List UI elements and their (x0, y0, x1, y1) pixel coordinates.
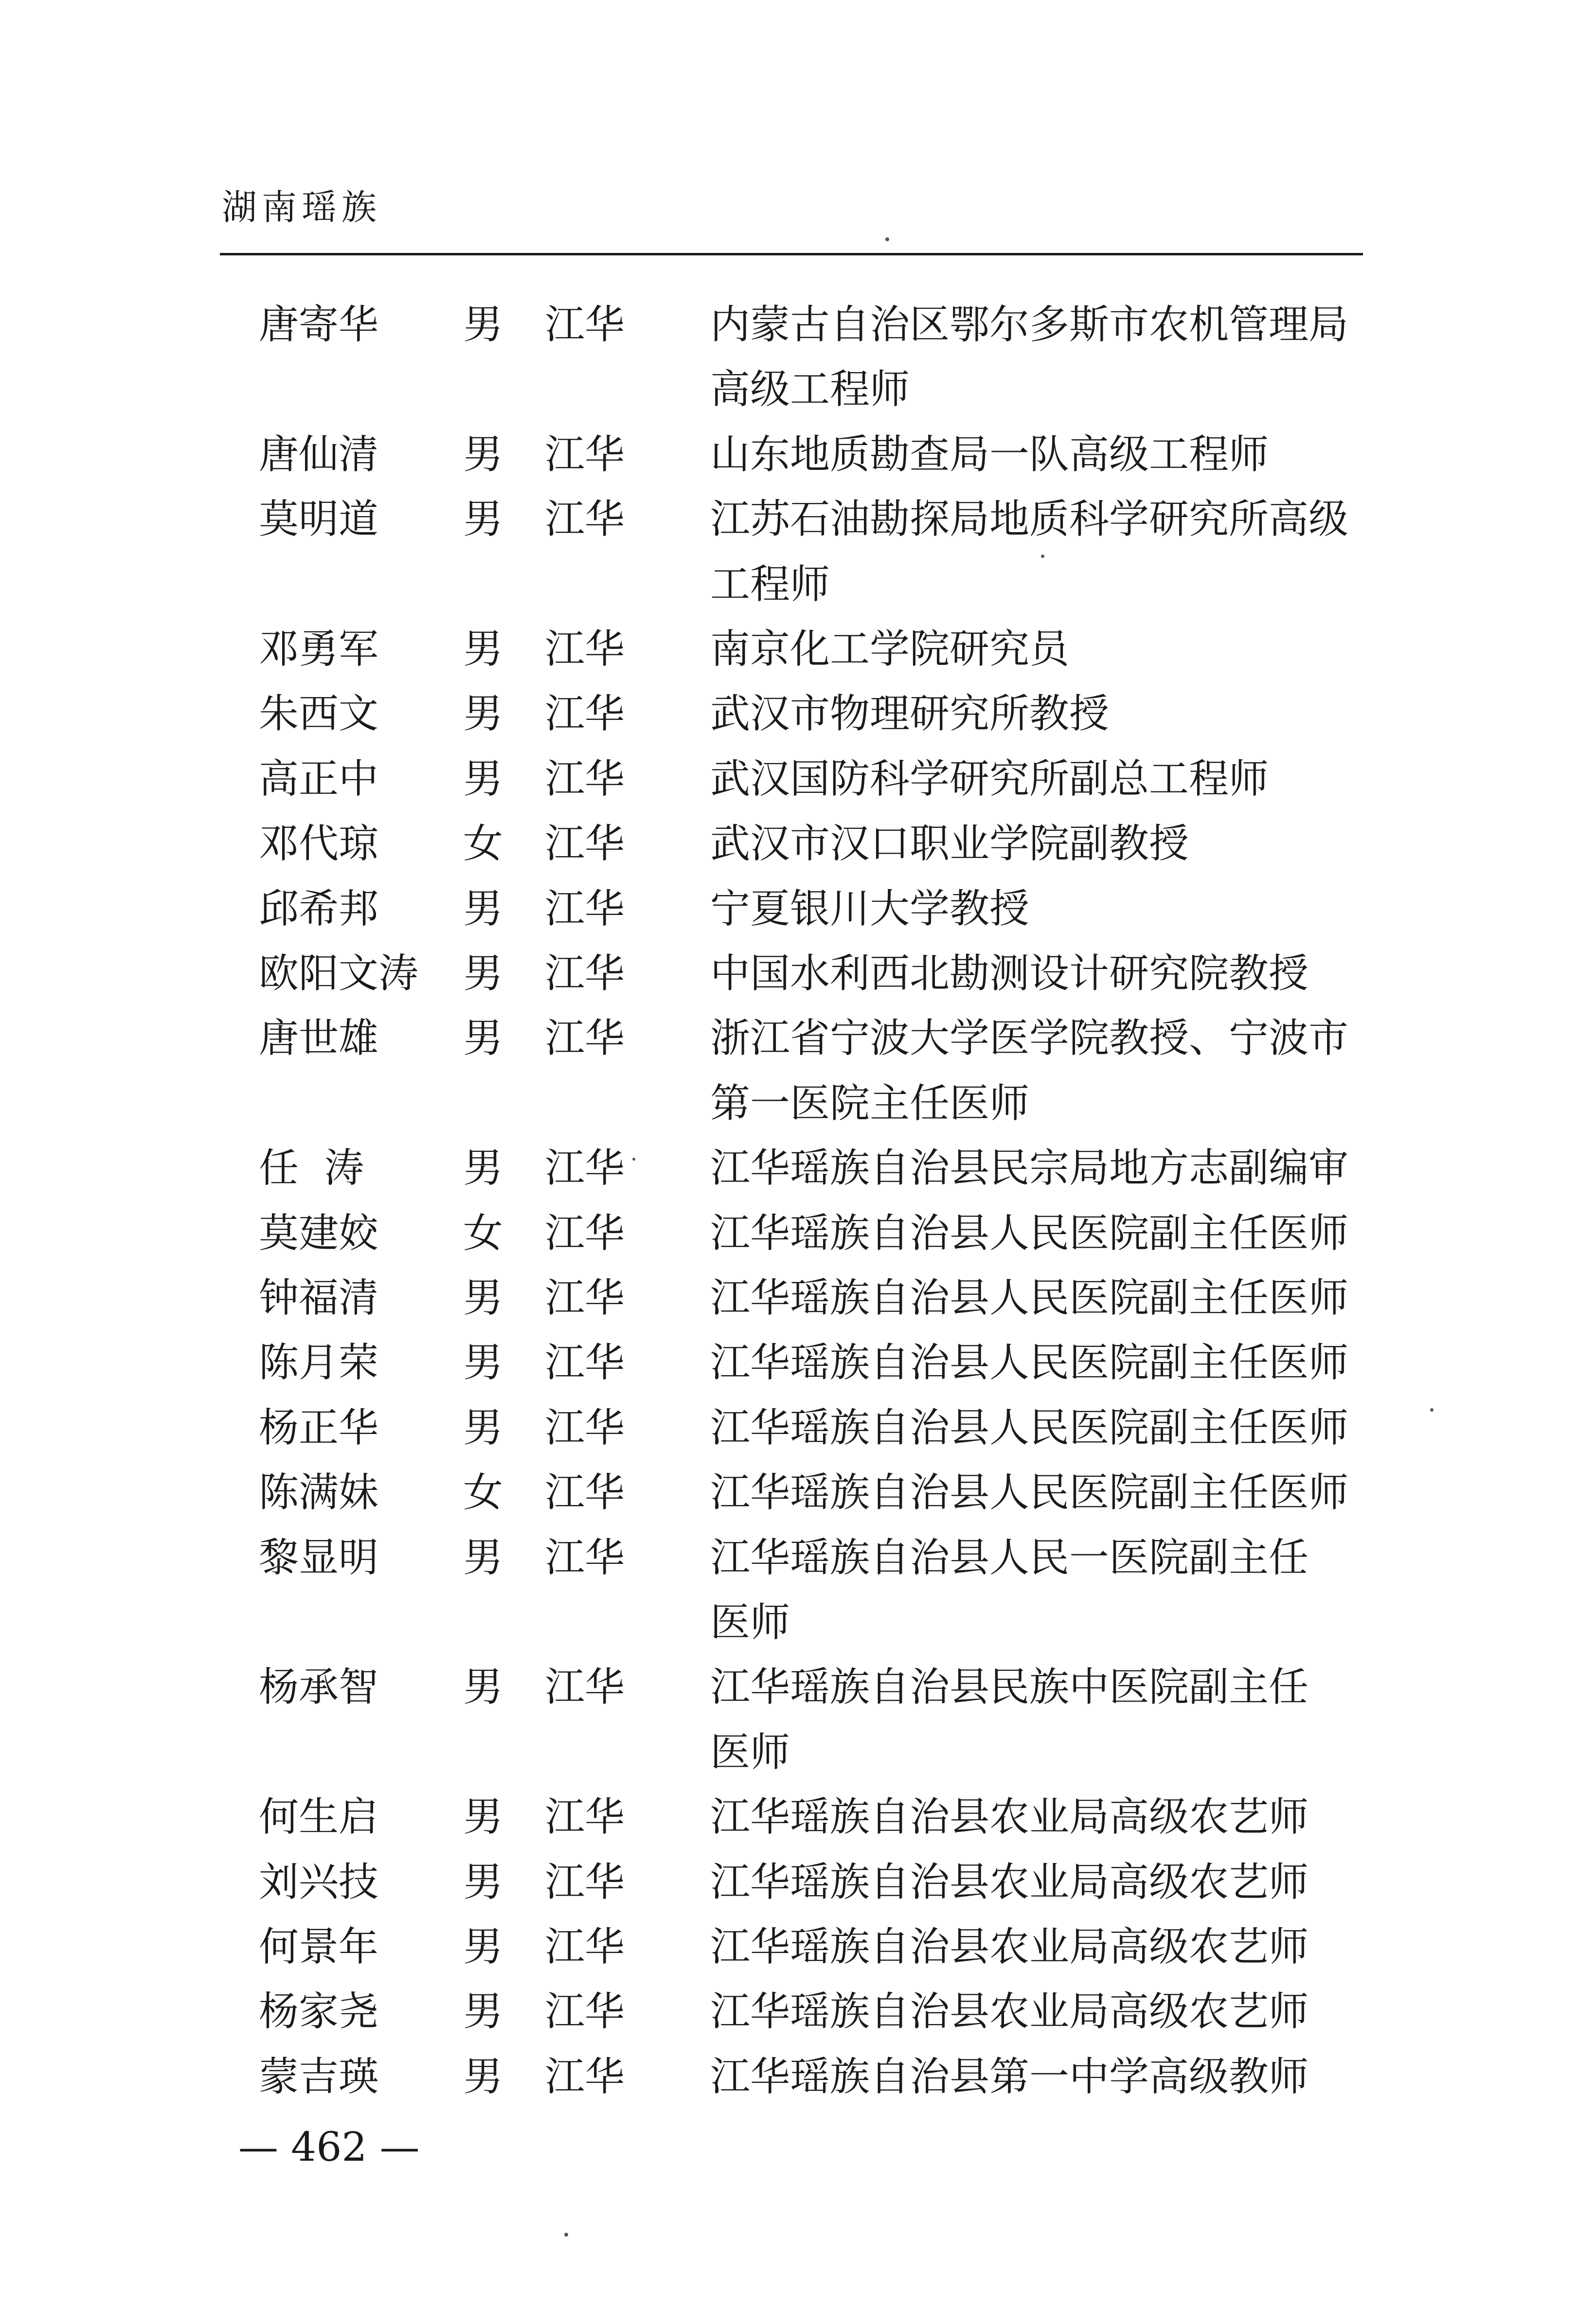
person-title: 第一医院主任医师 (710, 1080, 1030, 1127)
person-name: 高正中 (259, 755, 379, 802)
person-title: 江华瑶族自治县民族中医院副主任 (710, 1664, 1309, 1711)
list-item (0, 428, 1596, 482)
person-origin: 江华 (545, 755, 625, 802)
person-origin: 江华 (545, 1534, 625, 1581)
list-item (0, 1985, 1596, 2039)
person-title: 医师 (710, 1729, 790, 1775)
person-origin: 江华 (545, 1404, 625, 1451)
person-origin: 江华 (545, 1664, 625, 1711)
person-title: 工程师 (710, 561, 830, 608)
person-gender: 男 (463, 1404, 503, 1451)
person-name: 朱西文 (259, 691, 379, 737)
running-header-title: 湖南瑶族 (222, 187, 382, 228)
person-gender: 男 (463, 496, 503, 543)
person-title: 山东地质勘查局一队高级工程师 (710, 431, 1269, 478)
person-gender: 男 (463, 1340, 503, 1386)
list-item (0, 817, 1596, 871)
person-title: 南京化工学院研究员 (710, 626, 1070, 672)
person-gender: 男 (463, 1145, 503, 1192)
person-gender: 男 (463, 2053, 503, 2100)
list-item (0, 298, 1596, 352)
list-item (0, 1336, 1596, 1390)
person-origin: 江华 (545, 2053, 625, 2100)
person-title: 江华瑶族自治县人民医院副主任医师 (710, 1210, 1349, 1256)
person-origin: 江华 (545, 691, 625, 737)
list-item (0, 753, 1596, 806)
person-name: 黎显明 (259, 1534, 379, 1581)
person-title: 武汉市汉口职业学院副教授 (710, 821, 1189, 867)
person-title: 江华瑶族自治县第一中学高级教师 (710, 2053, 1309, 2100)
person-title: 高级工程师 (710, 366, 910, 413)
list-item-continuation (0, 558, 1596, 611)
person-gender: 男 (463, 691, 503, 737)
person-gender: 女 (463, 821, 503, 867)
list-item (0, 1142, 1596, 1195)
person-gender: 男 (463, 431, 503, 478)
list-item (0, 1466, 1596, 1520)
person-origin: 江华 (545, 1275, 625, 1321)
person-name: 邱希邦 (259, 885, 379, 932)
person-title: 中国水利西北勘测设计研究院教授 (710, 950, 1309, 997)
person-origin: 江华 (545, 302, 625, 348)
person-gender: 男 (463, 885, 503, 932)
list-item (0, 1401, 1596, 1455)
person-name: 邓代琼 (259, 821, 379, 867)
person-gender: 男 (463, 950, 503, 997)
person-name: 唐寄华 (259, 302, 379, 348)
person-gender: 男 (463, 755, 503, 802)
person-origin: 江华 (545, 1145, 625, 1192)
person-gender: 男 (463, 302, 503, 348)
person-title: 江华瑶族自治县民宗局地方志副编审 (710, 1145, 1349, 1192)
person-name: 钟福清 (259, 1275, 379, 1321)
person-title: 内蒙古自治区鄂尔多斯市农机管理局 (710, 302, 1349, 348)
person-origin: 江华 (545, 1210, 625, 1256)
person-name: 杨正华 (259, 1404, 379, 1451)
person-gender: 男 (463, 1859, 503, 1905)
page-number: — 462 — (238, 2124, 420, 2170)
person-gender: 男 (463, 1989, 503, 2035)
person-origin: 江华 (545, 1015, 625, 1062)
person-gender: 男 (463, 626, 503, 672)
list-item-continuation (0, 1077, 1596, 1130)
list-item (0, 947, 1596, 1001)
list-item-continuation (0, 1596, 1596, 1649)
person-name: 任 涛 (259, 1145, 364, 1192)
person-name: 唐仙清 (259, 431, 379, 478)
person-name: 陈满妹 (259, 1470, 379, 1516)
person-name: 刘兴技 (259, 1859, 379, 1905)
person-origin: 江华 (545, 1470, 625, 1516)
list-item (0, 1661, 1596, 1714)
person-gender: 男 (463, 1534, 503, 1581)
person-title: 江华瑶族自治县农业局高级农艺师 (710, 1794, 1309, 1841)
list-item (0, 1272, 1596, 1325)
list-item (0, 1856, 1596, 1909)
person-gender: 男 (463, 1924, 503, 1970)
person-name: 唐世雄 (259, 1015, 379, 1062)
person-title: 江华瑶族自治县人民医院副主任医师 (710, 1275, 1349, 1321)
person-title: 江华瑶族自治县人民医院副主任医师 (710, 1470, 1349, 1516)
list-item (0, 1791, 1596, 1844)
person-gender: 男 (463, 1664, 503, 1711)
person-origin: 江华 (545, 431, 625, 478)
person-name: 杨承智 (259, 1664, 379, 1711)
list-item (0, 1920, 1596, 1974)
person-origin: 江华 (545, 885, 625, 932)
person-gender: 女 (463, 1470, 503, 1516)
list-item-continuation (0, 363, 1596, 416)
list-item (0, 1207, 1596, 1260)
person-title: 江华瑶族自治县农业局高级农艺师 (710, 1924, 1309, 1970)
list-item (0, 1012, 1596, 1065)
list-item (0, 882, 1596, 936)
person-title: 江华瑶族自治县人民一医院副主任 (710, 1534, 1309, 1581)
person-name: 何景年 (259, 1924, 379, 1970)
person-title: 江华瑶族自治县农业局高级农艺师 (710, 1859, 1309, 1905)
person-origin: 江华 (545, 950, 625, 997)
person-origin: 江华 (545, 1340, 625, 1386)
scan-speck (1041, 555, 1044, 558)
person-gender: 男 (463, 1015, 503, 1062)
list-item (0, 493, 1596, 546)
person-origin: 江华 (545, 496, 625, 543)
person-title: 浙江省宁波大学医学院教授、宁波市 (710, 1015, 1349, 1062)
person-name: 莫建姣 (259, 1210, 379, 1256)
person-origin: 江华 (545, 1924, 625, 1970)
person-gender: 男 (463, 1794, 503, 1841)
person-title: 江华瑶族自治县人民医院副主任医师 (710, 1340, 1349, 1386)
scan-speck (632, 1158, 635, 1161)
person-name: 陈月荣 (259, 1340, 379, 1386)
person-origin: 江华 (545, 821, 625, 867)
person-name: 莫明道 (259, 496, 379, 543)
list-item (0, 1531, 1596, 1585)
person-origin: 江华 (545, 1859, 625, 1905)
person-name: 杨家尧 (259, 1989, 379, 2035)
person-name: 蒙吉瑛 (259, 2053, 379, 2100)
person-title: 江苏石油勘探局地质科学研究所高级 (710, 496, 1349, 543)
person-title: 江华瑶族自治县人民医院副主任医师 (710, 1404, 1349, 1451)
person-origin: 江华 (545, 1989, 625, 2035)
scan-speck (885, 237, 889, 241)
person-title: 医师 (710, 1599, 790, 1646)
person-gender: 男 (463, 1275, 503, 1321)
person-origin: 江华 (545, 1794, 625, 1841)
person-name: 邓勇军 (259, 626, 379, 672)
scan-speck (564, 2233, 568, 2237)
person-title: 武汉国防科学研究所副总工程师 (710, 755, 1269, 802)
person-gender: 女 (463, 1210, 503, 1256)
list-item (0, 2050, 1596, 2104)
person-title: 江华瑶族自治县农业局高级农艺师 (710, 1989, 1309, 2035)
person-name: 欧阳文涛 (259, 950, 419, 997)
list-item-continuation (0, 1726, 1596, 1779)
list-item (0, 623, 1596, 676)
list-item (0, 687, 1596, 741)
scan-speck (1430, 1408, 1434, 1412)
header-rule (220, 253, 1363, 255)
person-title: 武汉市物理研究所教授 (710, 691, 1110, 737)
person-name: 何生启 (259, 1794, 379, 1841)
person-origin: 江华 (545, 626, 625, 672)
person-title: 宁夏银川大学教授 (710, 885, 1030, 932)
